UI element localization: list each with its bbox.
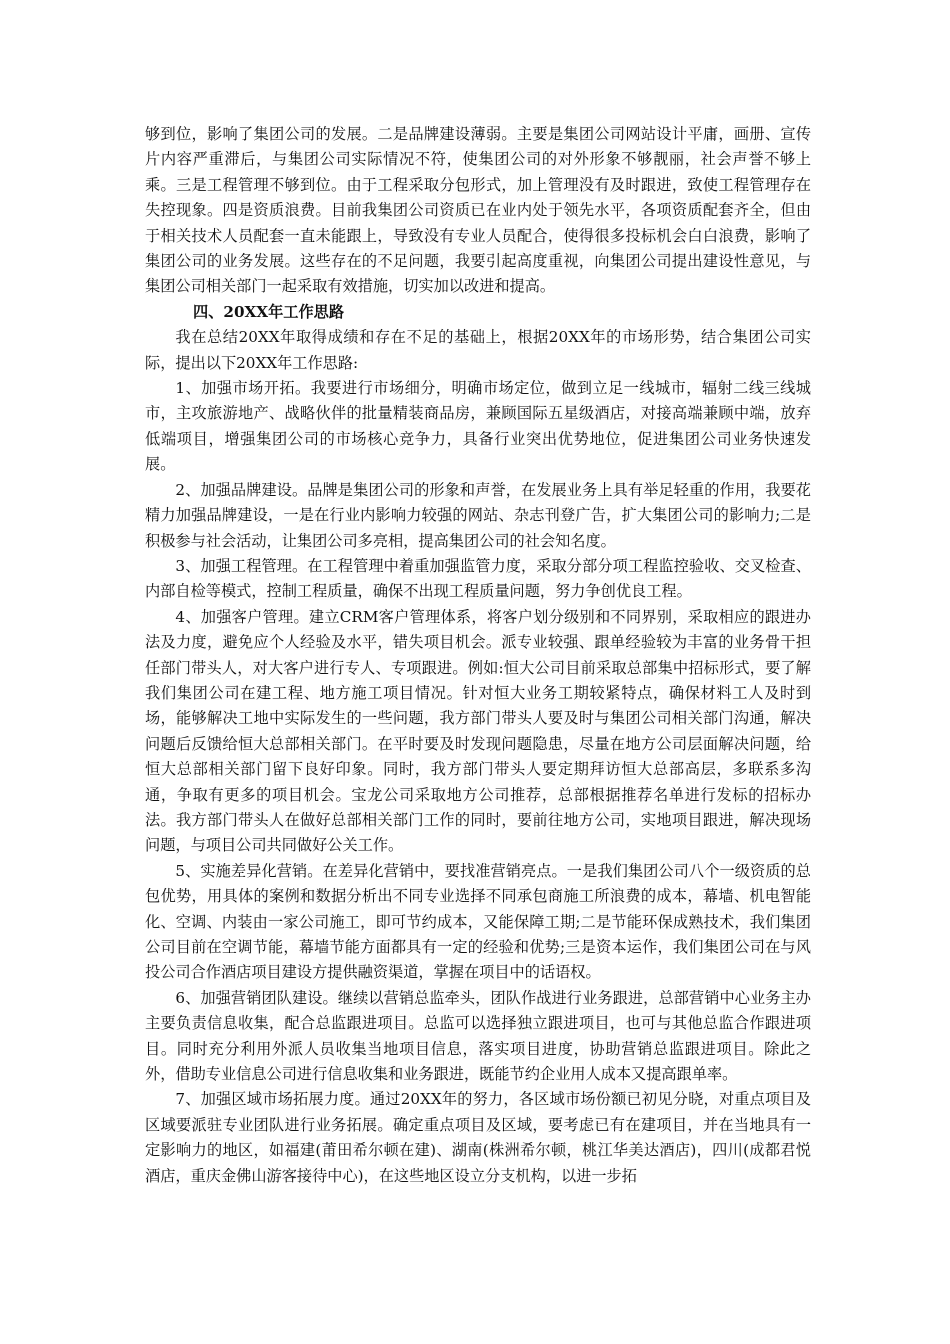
continuation-paragraph: 够到位，影响了集团公司的发展。二是品牌建设薄弱。主要是集团公司网站设计平庸，画册、宣传片内容严重滞后，与集团公司实际情况不符，使集团公司的对外形象不够靓丽，社会声誉不够上乘。三是工程管理不够到位。由于工程采取分包形式，加上管理没有及时跟进，致使工程管理存在失控现象。四是资质浪费。目前我集团公司资质已在业内处于领先水平，各项资质配套齐全，但由于相关技术人员配套一直未能跟上，导致没有专业人员配合，使得很多投标机会白白浪费，影响了集团公司的业务发展。这些存在的不足问题，我要引起高度重视，向集团公司提出建设性意见，与集团公司相关部门一起采取有效措施，切实加以改进和提高。 — [145, 125, 811, 296]
list-item-customer-management: 4、加强客户管理。建立CRM客户管理体系，将客户划分级别和不同界别，采取相应的跟进办法及力度，避免应个人经验及水平，错失项目机会。派专业较强、跟单经验较为丰富的业务骨干担任部门带头人，对大客户进行专人、专项跟进。例如:恒大公司目前采取总部集中招标形式，要了解我们集团公司在建工程、地方施工项目情况。针对恒大业务工期较紧特点，确保材料工人及时到场，能够解决工地中实际发生的一些问题，我方部门带头人要及时与集团公司相关部门沟通，解决问题后反馈给恒大总部相关部门。在平时要及时发现问题隐患，尽量在地方公司层面解决问题，给恒大总部相关部门留下良好印象。同时，我方部门带头人要定期拜访恒大总部高层，多联系多沟通，争取有更多的项目机会。宝龙公司采取地方公司推荐，总部根据推荐名单进行发标的招标办法。我方部门带头人在做好总部相关部门工作的同时，要前往地方公司，实地项目跟进，解决现场问题，与项目公司共同做好公关工作。 — [145, 607, 811, 855]
section-heading: 四、20XX年工作思路 — [193, 302, 345, 321]
list-item-project-management: 3、加强工程管理。在工程管理中着重加强监管力度，采取分部分项工程监控验收、交叉检查、内部自检等模式，控制工程质量，确保不出现工程质量问题，努力争创优良工程。 — [145, 556, 811, 601]
list-item-brand-building: 2、加强品牌建设。品牌是集团公司的形象和声誉，在发展业务上具有举足轻重的作用，我要花精力加强品牌建设，一是在行业内影响力较强的网站、杂志刊登广告，扩大集团公司的影响力;二是积极参与社会活动，让集团公司多亮相，提高集团公司的社会知名度。 — [145, 480, 811, 550]
list-item-market-expansion: 1、加强市场开拓。我要进行市场细分，明确市场定位，做到立足一线城市，辐射二线三线城市，主攻旅游地产、战略伙伴的批量精装商品房，兼顾国际五星级酒店，对接高端兼顾中端，放弃低端项目，增强集团公司的市场核心竞争力，具备行业突出优势地位，促进集团公司业务快速发展。 — [145, 379, 811, 474]
document-page — [145, 122, 811, 1189]
intro-paragraph: 我在总结20XX年取得成绩和存在不足的基础上，根据20XX年的市场形势，结合集团公司实际，提出以下20XX年工作思路: — [145, 328, 811, 372]
list-item-regional-market: 7、加强区域市场拓展力度。通过20XX年的努力，各区域市场份额已初见分晓，对重点项目及区域要派驻专业团队进行业务拓展。确定重点项目及区域，要考虑已有在建项目，并在当地具有一定影响力的地区，如福建(莆田希尔顿在建)、湖南(株洲希尔顿，桃江华美达酒店)，四川(成都君悦酒店，重庆金佛山游客接待中心)，在这些地区设立分支机构，以进一步拓 — [145, 1090, 811, 1185]
list-item-differentiated-marketing: 5、实施差异化营销。在差异化营销中，要找准营销亮点。一是我们集团公司八个一级资质的总包优势，用具体的案例和数据分析出不同专业选择不同承包商施工所浪费的成本，幕墙、机电智能化、空调、内装由一家公司施工，即可节约成本，又能保障工期;二是节能环保成熟技术，我们集团公司目前在空调节能，幕墙节能方面都具有一定的经验和优势;三是资本运作，我们集团公司在与风投公司合作酒店项目建设方提供融资渠道，掌握在项目中的话语权。 — [145, 861, 811, 982]
list-item-marketing-team: 6、加强营销团队建设。继续以营销总监牵头，团队作战进行业务跟进，总部营销中心业务主办主要负责信息收集，配合总监跟进项目。总监可以选择独立跟进项目，也可与其他总监合作跟进项目。同时充分利用外派人员收集当地项目信息，落实项目进度，协助营销总监跟进项目。除此之外，借助专业信息公司进行信息收集和业务跟进，既能节约企业用人成本又提高跟单率。 — [145, 988, 811, 1084]
